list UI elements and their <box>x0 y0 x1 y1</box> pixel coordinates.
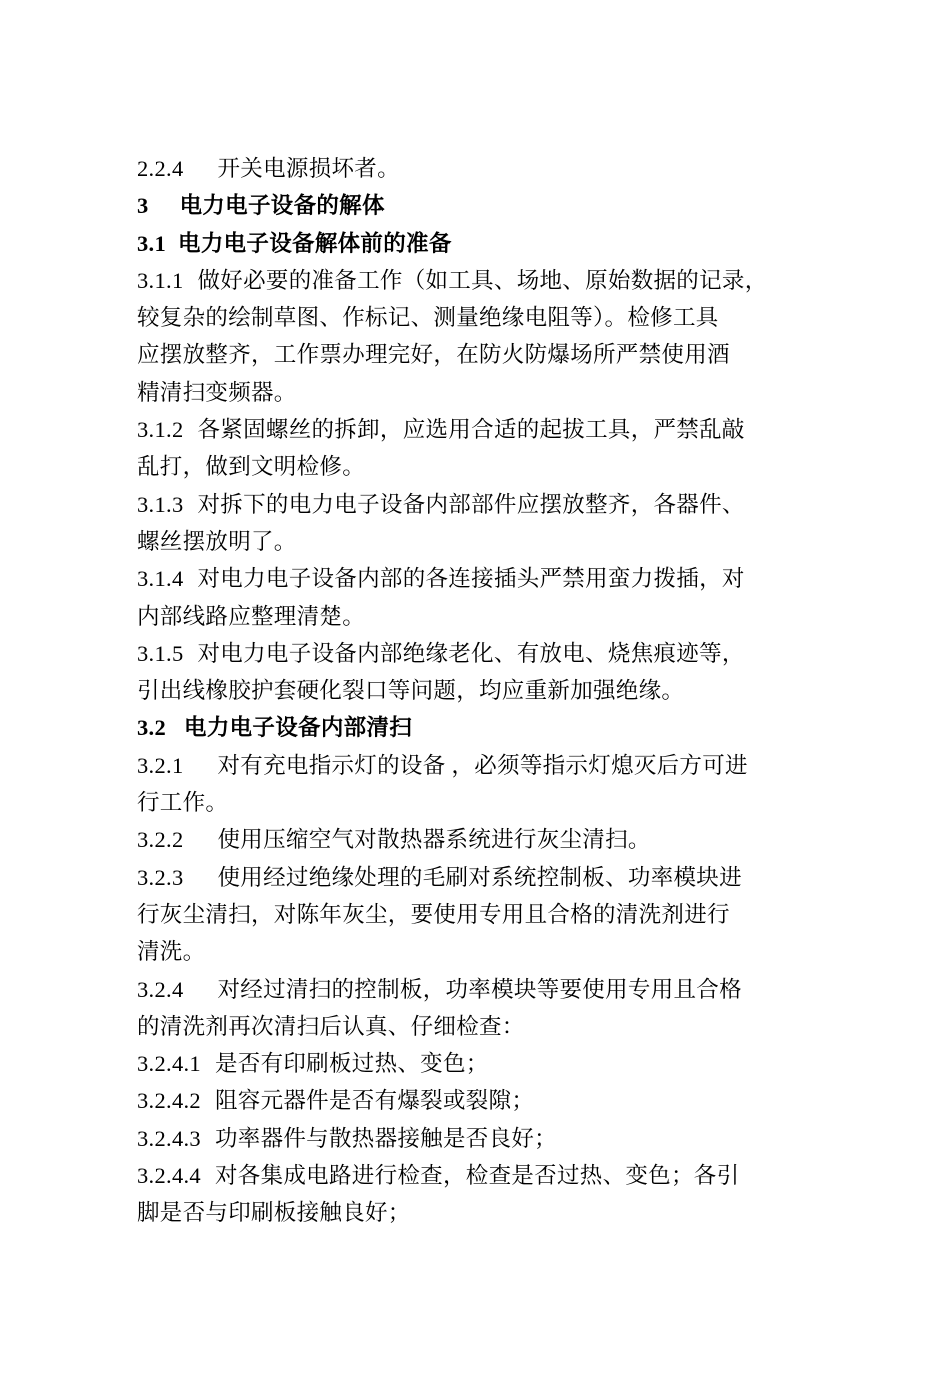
text-line: 脚是否与印刷板接触良好； <box>137 1200 411 1226</box>
text-line: 引出线橡胶护套硬化裂口等问题，均应重新加强绝缘。 <box>137 678 685 704</box>
list-item-3-1-4 <box>137 560 827 597</box>
clause-number: 3.1.1 <box>137 267 184 293</box>
clause-number: 3.1.2 <box>137 417 184 443</box>
list-item-3-2-3 <box>137 859 827 896</box>
section-number: 3.2 <box>137 715 167 741</box>
clause-number: 3.2.4 <box>137 976 184 1002</box>
list-item-3-1-1 <box>137 262 827 299</box>
list-item-3-2-4-1 <box>137 1045 827 1082</box>
clause-number: 3.2.3 <box>137 864 184 890</box>
clause-number: 3.2.2 <box>137 827 184 853</box>
text-line: 行工作。 <box>137 790 229 816</box>
clause-text: 各紧固螺丝的拆卸，应选用合适的起拔工具，严禁乱敲 <box>197 417 745 443</box>
clause-text: 开关电源损坏者。 <box>217 156 400 181</box>
text-line: 应摆放整齐，工作票办理完好，在防火防爆场所严禁使用酒 <box>137 342 730 368</box>
clause-number: 3.1.4 <box>137 566 184 592</box>
section-title: 电力电子设备解体前的准备 <box>178 230 452 256</box>
clause-text: 对电力电子设备内部绝缘老化、有放电、烧焦痕迹等， <box>197 640 745 666</box>
document-body <box>137 150 827 1232</box>
clause-text: 对经过清扫的控制板，功率模块等要使用专用且合格 <box>217 976 742 1002</box>
text-line: 内部线路应整理清楚。 <box>137 603 366 629</box>
section-number: 3.1 <box>137 230 167 256</box>
clause-text: 使用压缩空气对散热器系统进行灰尘清扫。 <box>217 827 651 853</box>
list-item-3-2-4 <box>137 971 827 1008</box>
list-item-3-2-1 <box>137 747 827 784</box>
list-item-2-2-4 <box>137 150 827 187</box>
subsection-heading-3-1 <box>137 225 827 262</box>
clause-number: 3.2.4.1 <box>137 1051 201 1077</box>
clause-text: 对有充电指示灯的设备 ，必须等指示灯熄灭后方可进 <box>217 752 748 778</box>
text-line: 的清洗剂再次清扫后认真、仔细检查： <box>137 1013 525 1039</box>
list-item-3-2-2 <box>137 821 827 858</box>
clause-text: 功率器件与散热器接触是否良好； <box>214 1125 557 1151</box>
clause-text: 对电力电子设备内部的各连接插头严禁用蛮力拨插，对 <box>197 566 745 592</box>
clause-number: 3.1.3 <box>137 491 184 517</box>
clause-text: 是否有印刷板过热、变色； <box>214 1051 489 1077</box>
list-item-3-1-5 <box>137 635 827 672</box>
text-line: 精清扫变频器。 <box>137 379 297 405</box>
text-line: 乱打，做到文明检修。 <box>137 454 366 480</box>
clause-text: 对各集成电路进行检查，检查是否过热、变色；各引 <box>214 1163 740 1189</box>
text-line: 螺丝摆放明了。 <box>137 528 297 554</box>
list-item-3-2-4-3 <box>137 1120 827 1157</box>
clause-text: 阻容元器件是否有爆裂或裂隙； <box>214 1088 535 1114</box>
clause-number: 3.2.1 <box>137 752 184 778</box>
list-item-3-2-4-4 <box>137 1157 827 1194</box>
subsection-heading-3-2 <box>137 709 827 746</box>
clause-text: 对拆下的电力电子设备内部部件应摆放整齐，各器件、 <box>197 491 745 517</box>
clause-number: 3.2.4.4 <box>137 1163 201 1189</box>
clause-text: 使用经过绝缘处理的毛刷对系统控制板、功率模块进 <box>217 864 742 890</box>
list-item-3-1-3 <box>137 486 827 523</box>
clause-number: 3.1.5 <box>137 640 184 666</box>
list-item-3-2-4-2 <box>137 1082 827 1119</box>
clause-number: 3.2.4.3 <box>137 1125 201 1151</box>
text-line: 较复杂的绘制草图、作标记、测量绝缘电阻等）。检修工具 <box>137 305 719 331</box>
clause-number: 2.2.4 <box>137 156 184 181</box>
section-heading-3 <box>137 187 827 224</box>
clause-number: 3.2.4.2 <box>137 1088 201 1114</box>
section-title: 电力电子设备的解体 <box>179 193 385 219</box>
section-number: 3 <box>137 193 149 219</box>
section-title: 电力电子设备内部清扫 <box>184 715 413 741</box>
text-line: 清洗。 <box>137 939 206 965</box>
list-item-3-1-2 <box>137 411 827 448</box>
text-line: 行灰尘清扫，对陈年灰尘，要使用专用且合格的清洗剂进行 <box>137 901 730 927</box>
clause-text: 做好必要的准备工作（如工具、场地、原始数据的记录， <box>197 267 768 293</box>
